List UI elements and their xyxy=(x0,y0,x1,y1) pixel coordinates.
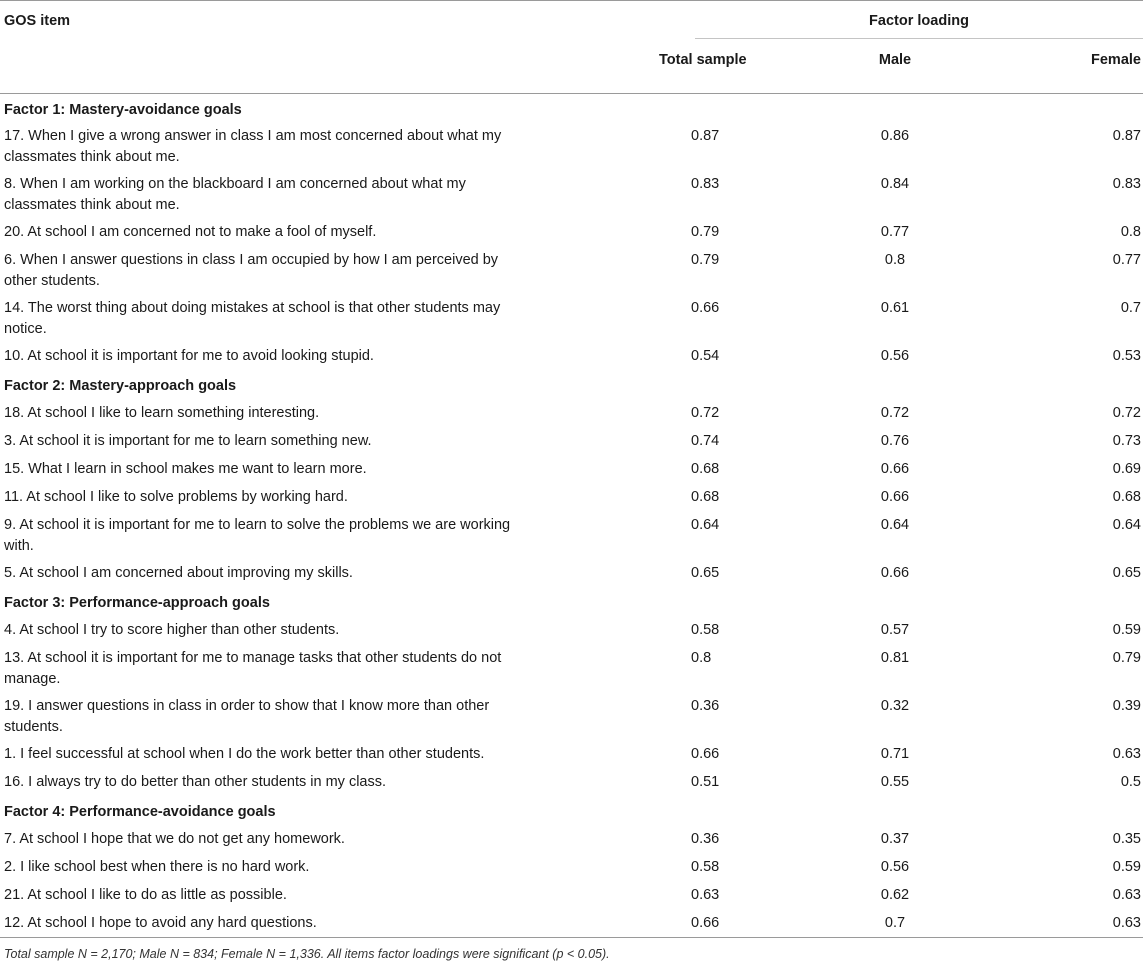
total-sample-value: 0.36 xyxy=(691,831,720,847)
item-text: 3. At school it is important for me to learn something new. xyxy=(4,433,372,449)
item-text: 4. At school I try to score higher than other students. xyxy=(4,622,340,638)
male-value: 0.66 xyxy=(880,565,910,581)
item-text: 19. I answer questions in class in order to show that I know more than other students. xyxy=(4,698,490,735)
female-value: 0.64 xyxy=(1112,517,1141,533)
male-value: 0.8 xyxy=(884,252,906,268)
female-value: 0.87 xyxy=(1112,128,1141,144)
item-text: 7. At school I hope that we do not get any homework. xyxy=(4,831,345,847)
factor-heading-row xyxy=(0,587,1143,616)
table-row xyxy=(0,768,1143,796)
female-value: 0.69 xyxy=(1112,461,1141,477)
item-text: 8. When I am working on the blackboard I am concerned about what my classmates think about me. xyxy=(4,176,466,213)
male-value: 0.61 xyxy=(880,300,910,316)
male-value: 0.76 xyxy=(880,433,910,449)
item-text: 10. At school it is important for me to avoid looking stupid. xyxy=(4,348,374,364)
item-text: 12. At school I hope to avoid any hard questions. xyxy=(4,915,317,931)
male-value: 0.37 xyxy=(880,831,910,847)
male-value: 0.66 xyxy=(880,489,910,505)
male-value: 0.56 xyxy=(880,348,910,364)
female-header: Female xyxy=(970,41,1143,93)
table-row xyxy=(0,218,1143,246)
factor-title: Factor 2: Mastery-approach goals xyxy=(4,378,237,394)
female-value: 0.39 xyxy=(1112,698,1141,714)
table-row xyxy=(0,909,1143,937)
item-text: 14. The worst thing about doing mistakes at school is that other students may notice. xyxy=(4,300,501,337)
male-value: 0.62 xyxy=(880,887,910,903)
total-sample-value: 0.8 xyxy=(691,650,712,666)
male-value: 0.7 xyxy=(884,915,906,931)
table-row xyxy=(0,483,1143,511)
factor-loading-header xyxy=(655,1,1143,41)
female-value: 0.8 xyxy=(1120,224,1141,240)
female-value: 0.73 xyxy=(1112,433,1141,449)
male-value: 0.66 xyxy=(880,461,910,477)
male-value: 0.81 xyxy=(880,650,910,666)
male-value: 0.32 xyxy=(880,698,910,714)
factor-title: Factor 1: Mastery-avoidance goals xyxy=(4,101,242,118)
female-value: 0.77 xyxy=(1112,252,1141,268)
total-sample-header: Total sample xyxy=(655,41,820,93)
table-row xyxy=(0,616,1143,644)
female-value: 0.83 xyxy=(1112,176,1141,192)
male-value: 0.56 xyxy=(880,859,910,875)
item-text: 2. I like school best when there is no hard work. xyxy=(4,859,310,875)
male-value: 0.64 xyxy=(880,517,910,533)
table-row xyxy=(0,559,1143,587)
item-text: 11. At school I like to solve problems by working hard. xyxy=(4,489,348,505)
table-row xyxy=(0,342,1143,370)
item-text: 21. At school I like to do as little as possible. xyxy=(4,887,287,903)
total-sample-value: 0.79 xyxy=(691,224,720,240)
item-text: 16. I always try to do better than other students in my class. xyxy=(4,774,387,790)
table-row xyxy=(0,122,1143,170)
female-value: 0.53 xyxy=(1112,348,1141,364)
item-text: 5. At school I am concerned about improving my skills. xyxy=(4,565,353,581)
female-value: 0.59 xyxy=(1112,859,1141,875)
total-sample-value: 0.58 xyxy=(691,859,720,875)
table-row xyxy=(0,692,1143,740)
item-text: 9. At school it is important for me to learn to solve the problems we are working with. xyxy=(4,517,511,554)
total-sample-value: 0.68 xyxy=(691,461,720,477)
table-row xyxy=(0,511,1143,559)
table-footnote: Total sample N = 2,170; Male N = 834; Female N = 1,336. All items factor loadings were significant (p < 0.05). xyxy=(4,947,610,961)
female-value: 0.68 xyxy=(1112,489,1141,505)
female-value: 0.63 xyxy=(1112,746,1141,762)
factor-heading-row xyxy=(0,796,1143,825)
female-value: 0.79 xyxy=(1112,650,1141,666)
total-sample-value: 0.36 xyxy=(691,698,720,714)
female-value: 0.63 xyxy=(1112,887,1141,903)
table-row xyxy=(0,399,1143,427)
table-row xyxy=(0,455,1143,483)
total-sample-value: 0.72 xyxy=(691,405,720,421)
male-value: 0.55 xyxy=(880,774,910,790)
total-sample-value: 0.66 xyxy=(691,915,720,931)
male-value: 0.71 xyxy=(880,746,910,762)
female-value: 0.35 xyxy=(1112,831,1141,847)
total-sample-value: 0.51 xyxy=(691,774,720,790)
male-value: 0.84 xyxy=(880,176,910,192)
female-value: 0.7 xyxy=(1120,300,1141,316)
male-value: 0.77 xyxy=(880,224,910,240)
total-sample-value: 0.79 xyxy=(691,252,720,268)
total-sample-value: 0.64 xyxy=(691,517,720,533)
table-row xyxy=(0,740,1143,768)
female-value: 0.59 xyxy=(1112,622,1141,638)
table-row xyxy=(0,427,1143,455)
total-sample-value: 0.63 xyxy=(691,887,720,903)
item-text: 18. At school I like to learn something interesting. xyxy=(4,405,320,421)
table-row xyxy=(0,853,1143,881)
item-text: 6. When I answer questions in class I am occupied by how I am perceived by other students. xyxy=(4,252,499,289)
total-sample-value: 0.65 xyxy=(691,565,720,581)
item-text: 17. When I give a wrong answer in class I am most concerned about what my classmates think about me. xyxy=(4,128,502,165)
factor-title: Factor 3: Performance-approach goals xyxy=(4,595,270,611)
total-sample-value: 0.58 xyxy=(691,622,720,638)
item-text: 15. What I learn in school makes me want to learn more. xyxy=(4,461,367,477)
female-value: 0.65 xyxy=(1112,565,1141,581)
male-value: 0.86 xyxy=(880,128,910,144)
table-row xyxy=(0,825,1143,853)
table-row xyxy=(0,246,1143,294)
female-value: 0.63 xyxy=(1112,915,1141,931)
female-value: 0.5 xyxy=(1120,774,1141,790)
table-body xyxy=(0,93,1143,937)
factor-heading-row xyxy=(0,93,1143,122)
table-row xyxy=(0,644,1143,692)
item-text: 1. I feel successful at school when I do the work better than other students. xyxy=(4,746,485,762)
female-value: 0.72 xyxy=(1112,405,1141,421)
table-row xyxy=(0,881,1143,909)
total-sample-value: 0.83 xyxy=(691,176,720,192)
table-row xyxy=(0,170,1143,218)
gos-item-header: GOS item xyxy=(4,13,71,29)
male-value: 0.57 xyxy=(880,622,910,638)
total-sample-value: 0.66 xyxy=(691,300,720,316)
total-sample-value: 0.74 xyxy=(691,433,720,449)
factor-heading-row xyxy=(0,370,1143,399)
total-sample-value: 0.68 xyxy=(691,489,720,505)
table-row xyxy=(0,294,1143,342)
total-sample-value: 0.66 xyxy=(691,746,720,762)
factor-loading-label: Factor loading xyxy=(695,13,1143,39)
male-value: 0.72 xyxy=(880,405,910,421)
total-sample-value: 0.54 xyxy=(691,348,720,364)
total-sample-value: 0.87 xyxy=(691,128,720,144)
male-header: Male xyxy=(820,41,970,93)
item-text: 20. At school I am concerned not to make a fool of myself. xyxy=(4,224,377,240)
factor-title: Factor 4: Performance-avoidance goals xyxy=(4,804,276,820)
gos-item-header-spacer xyxy=(0,41,655,93)
item-text: 13. At school it is important for me to manage tasks that other students do not manage. xyxy=(4,650,502,687)
